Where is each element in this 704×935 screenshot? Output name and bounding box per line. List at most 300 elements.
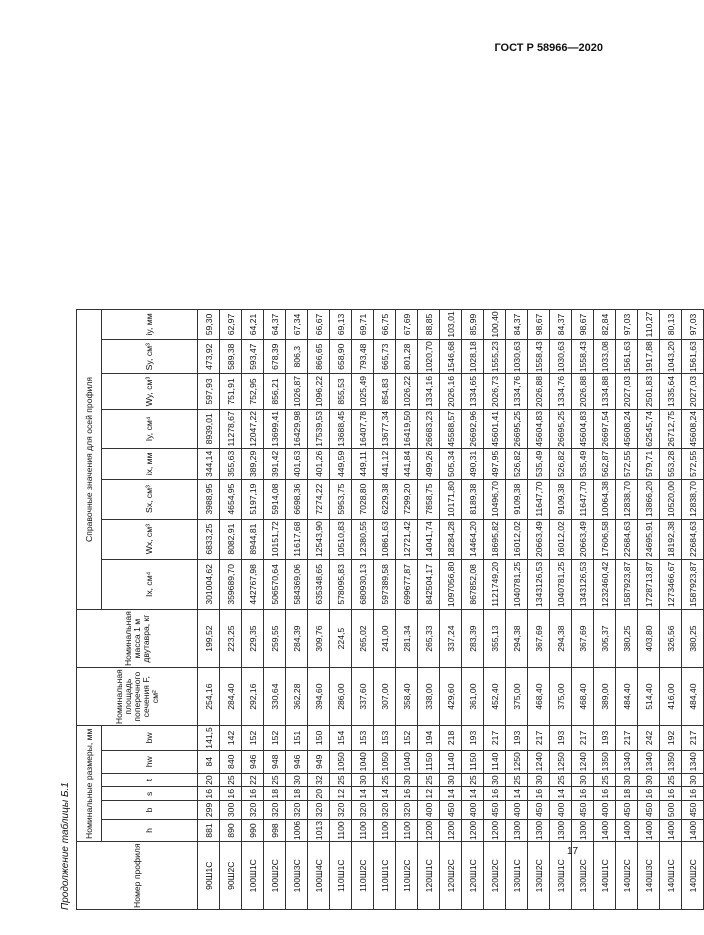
table-cell: 468,40 (572, 668, 594, 726)
table-cell: 294,38 (506, 610, 528, 668)
table-row (484, 310, 506, 910)
table-cell: 867852,08 (462, 559, 484, 609)
table-cell: 553,28 (660, 449, 682, 479)
table-cell: 294,38 (550, 610, 572, 668)
table-cell: 90Ш1С (198, 842, 220, 910)
table-cell: 218 (440, 726, 462, 751)
table-cell: 593,47 (242, 339, 264, 374)
table-cell: 793,48 (352, 339, 374, 374)
table-cell: 85,99 (462, 310, 484, 340)
table-cell: 217 (572, 726, 594, 751)
table-cell: 30 (638, 773, 660, 787)
table-cell: 358,40 (396, 668, 418, 726)
table-cell: 259,55 (264, 610, 286, 668)
table-cell: 18 (264, 787, 286, 801)
table-cell: 14 (550, 787, 572, 801)
header-t: t (102, 773, 198, 787)
table-cell: 130Ш2С (572, 842, 594, 910)
table-cell: 217 (616, 726, 638, 751)
table-cell: 22 (242, 773, 264, 787)
table-cell: 224,5 (330, 610, 352, 668)
table-cell: 25 (418, 773, 440, 787)
table-cell: 30 (682, 773, 704, 787)
table-cell: 579,71 (638, 449, 660, 479)
table-cell: 403,80 (638, 610, 660, 668)
table-cell: 1728713,87 (638, 559, 660, 609)
header-profile: Номер профиля (77, 842, 198, 910)
table-cell: 801,28 (396, 339, 418, 374)
table-cell: 380,25 (616, 610, 638, 668)
table-cell: 473,92 (198, 339, 220, 374)
table-cell: 1400 (616, 819, 638, 842)
table-cell: 320 (374, 801, 396, 819)
table-cell: 301004,62 (198, 559, 220, 609)
table-cell: 30 (528, 773, 550, 787)
table-cell: 375,00 (550, 668, 572, 726)
table-cell: 320 (286, 801, 308, 819)
table-cell: 16 (572, 787, 594, 801)
table-cell: 1150 (462, 750, 484, 773)
table-cell: 120Ш2С (440, 842, 462, 910)
table-cell: 948 (264, 750, 286, 773)
table-cell: 3988,95 (198, 479, 220, 519)
table-cell: 286,00 (330, 668, 352, 726)
table-cell: 130Ш1С (550, 842, 572, 910)
table-cell: 66,67 (308, 310, 330, 340)
table-cell: 1340 (616, 750, 638, 773)
table-row (396, 310, 418, 910)
table-row (572, 310, 594, 910)
table-cell: 751,91 (220, 374, 242, 409)
table-cell: 300 (220, 801, 242, 819)
table-cell: 193 (550, 726, 572, 751)
table-cell: 484,40 (682, 668, 704, 726)
table-cell: 16 (484, 787, 506, 801)
table-cell: 140Ш1С (594, 842, 616, 910)
table-cell: 1335,64 (660, 374, 682, 409)
table-cell: 380,25 (682, 610, 704, 668)
table-cell: 142 (220, 726, 242, 751)
table-cell: 1334,76 (506, 374, 528, 409)
table-cell: 10064,38 (594, 479, 616, 519)
table-cell: 12047,22 (242, 409, 264, 449)
table-cell: 6698,36 (286, 479, 308, 519)
table-cell: 597,93 (198, 374, 220, 409)
table-cell: 8939,01 (198, 409, 220, 449)
table-cell: 806,3 (286, 339, 308, 374)
table-cell: 680930,13 (352, 559, 374, 609)
table-cell: 866,65 (308, 339, 330, 374)
table-cell: 152 (396, 726, 418, 751)
table-cell: 223,25 (220, 610, 242, 668)
table-cell: 281,34 (396, 610, 418, 668)
table-cell: 12838,70 (616, 479, 638, 519)
table-cell: 416,00 (660, 668, 682, 726)
table-cell: 14464,20 (462, 519, 484, 559)
table-cell: 10520,00 (660, 479, 682, 519)
table-cell: 100Ш2С (264, 842, 286, 910)
table-row (220, 310, 242, 910)
header-Sy: Sy, см³ (102, 339, 198, 374)
table-cell: 400 (506, 801, 528, 819)
table-cell: 25 (462, 773, 484, 787)
table-cell: 1343126,53 (528, 559, 550, 609)
table-cell: 26683,23 (418, 409, 440, 449)
table-cell: 490,31 (462, 449, 484, 479)
table-cell: 30 (484, 773, 506, 787)
table-cell: 17606,58 (594, 519, 616, 559)
table-cell: 1300 (572, 819, 594, 842)
table-cell: 842504,17 (418, 559, 440, 609)
table-cell: 84,37 (506, 310, 528, 340)
table-cell: 30 (440, 773, 462, 787)
table-cell: 394,60 (308, 668, 330, 726)
table-cell: 152 (242, 726, 264, 751)
table-cell: 217 (528, 726, 550, 751)
rotated-table-block (60, 309, 704, 910)
table-cell: 450 (572, 801, 594, 819)
table-cell: 699677,87 (396, 559, 418, 609)
table-cell: 17539,53 (308, 409, 330, 449)
table-cell: 450 (440, 801, 462, 819)
table-row (286, 310, 308, 910)
table-cell: 242 (638, 726, 660, 751)
header-dimensions-group: Номинальные размеры, мм (77, 726, 102, 842)
table-cell: 13699,41 (264, 409, 286, 449)
table-cell: 16419,50 (396, 409, 418, 449)
table-cell: 367,69 (528, 610, 550, 668)
table-cell: 45608,24 (616, 409, 638, 449)
table-cell: 10510,83 (330, 519, 352, 559)
table-cell: 66,75 (374, 310, 396, 340)
table-cell: 16 (220, 787, 242, 801)
table-cell: 367,69 (572, 610, 594, 668)
table-cell: 229,35 (242, 610, 264, 668)
table-cell: 1033,08 (594, 339, 616, 374)
table-row (352, 310, 374, 910)
table-cell: 856,21 (264, 374, 286, 409)
table-cell: 69,13 (330, 310, 352, 340)
table-cell: 140Ш2С (616, 842, 638, 910)
table-cell: 265,33 (418, 610, 440, 668)
header-reference-group: Справочные значения для осей профиля (77, 310, 102, 610)
table-cell: 14 (352, 787, 374, 801)
table-cell: 1020,70 (418, 339, 440, 374)
table-cell: 25 (264, 773, 286, 787)
table-cell: 120Ш1С (418, 842, 440, 910)
table-cell: 1013 (308, 819, 330, 842)
table-cell: 597389,58 (374, 559, 396, 609)
table-cell: 193 (506, 726, 528, 751)
table-cell: 90Ш2С (220, 842, 242, 910)
table-cell: 25 (374, 773, 396, 787)
table-row (308, 310, 330, 910)
table-cell: 484,40 (616, 668, 638, 726)
table-cell: 25 (220, 773, 242, 787)
table-cell: 12721,42 (396, 519, 418, 559)
table-cell: 1240 (528, 750, 550, 773)
table-cell: 572,55 (682, 449, 704, 479)
table-cell: 946 (242, 750, 264, 773)
table-cell: 2026,88 (528, 374, 550, 409)
table-cell: 16429,98 (286, 409, 308, 449)
table-cell: 1561,63 (616, 339, 638, 374)
table-cell: 140Ш1С (660, 842, 682, 910)
table-cell: 14 (374, 787, 396, 801)
table-cell: 254,16 (198, 668, 220, 726)
table-cell: 120Ш1С (462, 842, 484, 910)
table-caption: Продолжение таблицы Б.1 (60, 782, 71, 910)
table-cell: 658,90 (330, 339, 352, 374)
table-cell: 299 (198, 801, 220, 819)
table-cell: 14 (440, 787, 462, 801)
table-cell: 67,34 (286, 310, 308, 340)
table-cell: 59,30 (198, 310, 220, 340)
table-cell: 391,42 (264, 449, 286, 479)
header-h: h (102, 819, 198, 842)
table-cell: 16012,02 (550, 519, 572, 559)
table-cell: 18 (286, 787, 308, 801)
table-cell: 359689,70 (220, 559, 242, 609)
table-cell: 1555,23 (484, 339, 506, 374)
table-cell: 7028,80 (352, 479, 374, 519)
table-cell: 30 (352, 773, 374, 787)
table-cell: 338,00 (418, 668, 440, 726)
table-cell: 26697,54 (594, 409, 616, 449)
table-cell: 1040 (396, 750, 418, 773)
table-cell: 2027,03 (616, 374, 638, 409)
table-cell: 400 (418, 801, 440, 819)
table-cell: 1334,16 (418, 374, 440, 409)
table-cell: 45608,24 (682, 409, 704, 449)
table-cell: 217 (484, 726, 506, 751)
header-mass: Номинальная масса 1 м двутавра, кг (77, 610, 198, 668)
table-cell: 30 (572, 773, 594, 787)
table-cell: 64,21 (242, 310, 264, 340)
table-cell: 16 (198, 787, 220, 801)
table-cell: 990 (242, 819, 264, 842)
table-cell: 16 (396, 787, 418, 801)
table-cell: 110Ш2С (396, 842, 418, 910)
table-cell: 401,26 (308, 449, 330, 479)
table-cell: 1040781,25 (550, 559, 572, 609)
table-cell: 1050 (330, 750, 352, 773)
table-cell: 18 (616, 787, 638, 801)
table-cell: 110Ш1С (374, 842, 396, 910)
table-cell: 1400 (660, 819, 682, 842)
table-cell: 320 (352, 801, 374, 819)
table-cell: 881 (198, 819, 220, 842)
table-cell: 5953,75 (330, 479, 352, 519)
table-cell: 1587923,87 (616, 559, 638, 609)
table-cell: 497,95 (484, 449, 506, 479)
table-cell: 1006 (286, 819, 308, 842)
table-cell: 13866,20 (638, 479, 660, 519)
table-cell: 1587923,87 (682, 559, 704, 609)
table-cell: 130Ш2С (528, 842, 550, 910)
standard-number: ГОСТ Р 58966—2020 (494, 42, 603, 54)
table-cell: 355,13 (484, 610, 506, 668)
table-cell: 25 (330, 773, 352, 787)
table-cell: 1300 (550, 819, 572, 842)
table-cell: 140Ш3С (638, 842, 660, 910)
table-cell: 1100 (396, 819, 418, 842)
header-Wx: Wx, см³ (102, 519, 198, 559)
table-cell: 9109,38 (506, 479, 528, 519)
table-cell: 375,00 (506, 668, 528, 726)
table-row (550, 310, 572, 910)
table-cell: 526,82 (550, 449, 572, 479)
table-cell: 1043,20 (660, 339, 682, 374)
table-cell: 284,40 (220, 668, 242, 726)
table-cell: 337,60 (352, 668, 374, 726)
table-cell: 22684,63 (616, 519, 638, 559)
table-row (528, 310, 550, 910)
table-cell: 100Ш3С (286, 842, 308, 910)
table-cell: 452,40 (484, 668, 506, 726)
table-cell: 449,59 (330, 449, 352, 479)
table-cell: 450 (638, 801, 660, 819)
table-cell: 130Ш1С (506, 842, 528, 910)
table-cell: 64,37 (264, 310, 286, 340)
table-cell: 1040781,25 (506, 559, 528, 609)
table-cell: 88,85 (418, 310, 440, 340)
table-cell: 20663,49 (572, 519, 594, 559)
profile-table (76, 309, 704, 910)
table-cell: 20663,49 (528, 519, 550, 559)
table-cell: 1340 (682, 750, 704, 773)
table-cell: 450 (682, 801, 704, 819)
table-cell: 12 (330, 787, 352, 801)
table-cell: 16 (660, 787, 682, 801)
table-cell: 441,84 (396, 449, 418, 479)
table-row (660, 310, 682, 910)
table-cell: 401,63 (286, 449, 308, 479)
table-cell: 890 (220, 819, 242, 842)
header-area: Номинальная площадь поперечного сечения F, см² (77, 668, 198, 726)
table-cell: 1025,49 (352, 374, 374, 409)
table-body (198, 310, 704, 910)
table-cell: 450 (616, 801, 638, 819)
table-cell: 98,67 (528, 310, 550, 340)
table-cell: 389,00 (594, 668, 616, 726)
table-cell: 320 (308, 801, 330, 819)
table-cell: 98,67 (572, 310, 594, 340)
table-cell: 1028,18 (462, 339, 484, 374)
table-cell: 30 (286, 773, 308, 787)
table-cell: 305,37 (594, 610, 616, 668)
table-cell: 2026,88 (572, 374, 594, 409)
table-cell: 309,76 (308, 610, 330, 668)
table-cell: 1200 (484, 819, 506, 842)
table-cell: 140Ш2С (682, 842, 704, 910)
table-cell: 8944,81 (242, 519, 264, 559)
table-cell: 468,40 (528, 668, 550, 726)
table-cell: 1400 (594, 819, 616, 842)
table-cell: 154 (330, 726, 352, 751)
table-cell: 67,69 (396, 310, 418, 340)
table-cell: 1343126,53 (572, 559, 594, 609)
table-cell: 152 (264, 726, 286, 751)
table-cell: 25 (550, 773, 572, 787)
table-cell: 11647,70 (572, 479, 594, 519)
table-cell: 1096,22 (308, 374, 330, 409)
table-cell: 506570,64 (264, 559, 286, 609)
table-cell: 1350 (660, 750, 682, 773)
table-cell: 1100 (330, 819, 352, 842)
table-cell: 292,16 (242, 668, 264, 726)
table-cell: 16012,02 (506, 519, 528, 559)
table-cell: 1050 (374, 750, 396, 773)
table-cell: 283,39 (462, 610, 484, 668)
table-cell: 20 (308, 787, 330, 801)
table-cell: 4654,95 (220, 479, 242, 519)
table-cell: 25 (660, 773, 682, 787)
table-cell: 526,82 (506, 449, 528, 479)
table-cell: 320 (330, 801, 352, 819)
table-cell: 2027,03 (682, 374, 704, 409)
table-cell: 1273466,67 (660, 559, 682, 609)
table-cell: 14 (462, 787, 484, 801)
table-cell: 16407,78 (352, 409, 374, 449)
table-row (264, 310, 286, 910)
header-iy: iy, мм (102, 310, 198, 340)
table-cell: 11617,68 (286, 519, 308, 559)
table-cell: 12838,70 (682, 479, 704, 519)
table-cell: 25 (594, 773, 616, 787)
table-cell: 1561,63 (682, 339, 704, 374)
table-cell: 82,84 (594, 310, 616, 340)
table-cell: 1400 (682, 819, 704, 842)
table-cell: 100Ш4С (308, 842, 330, 910)
table-cell: 1334,88 (594, 374, 616, 409)
table-cell: 1097056,80 (440, 559, 462, 609)
table-cell: 12 (418, 787, 440, 801)
table-cell: 32 (308, 773, 330, 787)
table-cell: 1030,63 (550, 339, 572, 374)
table-cell: 7858,75 (418, 479, 440, 519)
table-cell: 199,52 (198, 610, 220, 668)
table-cell: 26712,75 (660, 409, 682, 449)
table-cell: 80,13 (660, 310, 682, 340)
table-cell: 330,64 (264, 668, 286, 726)
table-cell: 1150 (418, 750, 440, 773)
table-cell: 10496,70 (484, 479, 506, 519)
table-cell: 562,87 (594, 449, 616, 479)
table-cell: 500 (660, 801, 682, 819)
table-cell: 442767,98 (242, 559, 264, 609)
table-cell: 2501,83 (638, 374, 660, 409)
table-cell: 84,37 (550, 310, 572, 340)
table-cell: 8082,91 (220, 519, 242, 559)
table-cell: 69,71 (352, 310, 374, 340)
table-cell: 514,40 (638, 668, 660, 726)
table-cell: 6229,38 (374, 479, 396, 519)
table-row (506, 310, 528, 910)
header-Sx: Sx, см³ (102, 479, 198, 519)
table-cell: 361,00 (462, 668, 484, 726)
table-cell: 7299,20 (396, 479, 418, 519)
table-cell: 6833,25 (198, 519, 220, 559)
table-cell: 14 (506, 787, 528, 801)
table-row (418, 310, 440, 910)
table-cell: 946 (286, 750, 308, 773)
table-cell: 110Ш2С (352, 842, 374, 910)
table-cell: 1200 (440, 819, 462, 842)
table-cell: 635348,65 (308, 559, 330, 609)
table-cell: 320 (264, 801, 286, 819)
table-cell: 16 (638, 787, 660, 801)
